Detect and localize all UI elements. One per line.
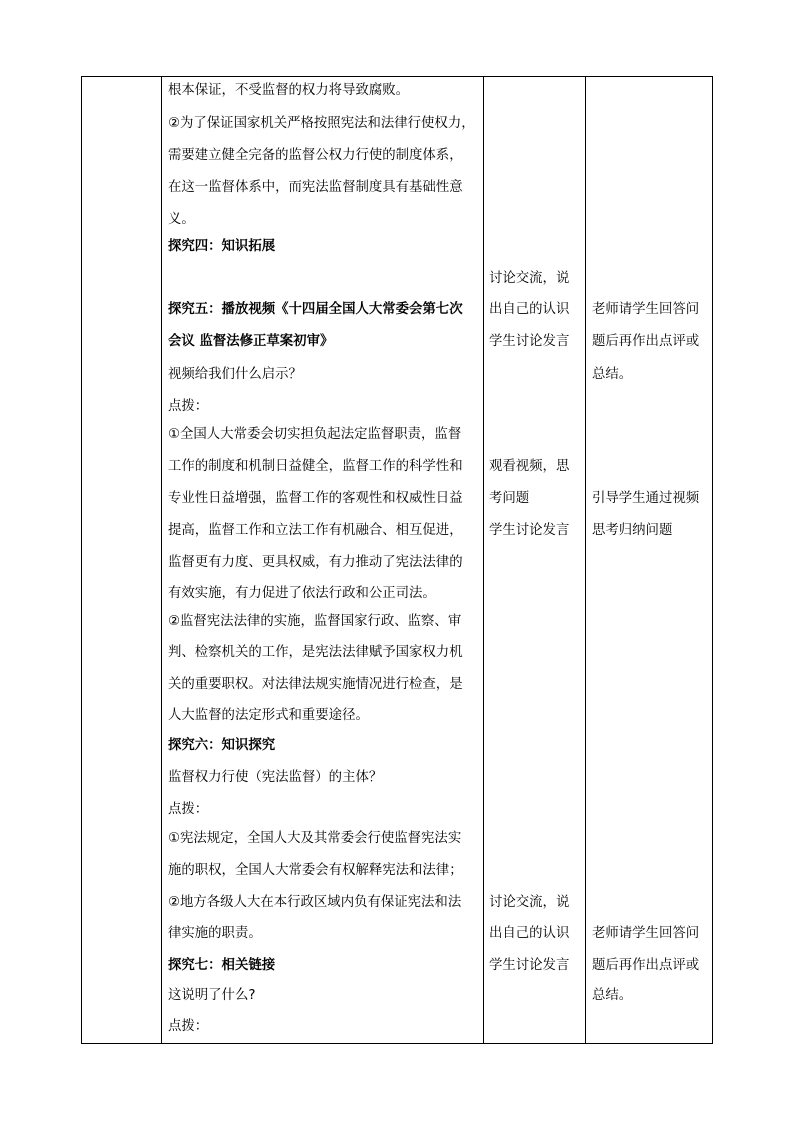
teacher-activity-line: 老师请学生回答问 [592,302,700,317]
section-heading: 探究六：知识探究 [168,738,276,753]
student-activity-line: 出自己的认识 [489,926,570,941]
teacher-activity-line: 引导学生通过视频 [592,491,700,506]
content-line: 人大监督的法定形式和重要途径。 [168,708,369,723]
column-divider-1 [161,76,162,1044]
student-activity-line: 讨论交流，说 [489,271,570,286]
table-top-border [81,76,713,77]
content-line: ①宪法规定，全国人大及其常委会行使监督宪法实 [168,831,462,846]
content-line: 点拨： [168,1019,209,1034]
content-line: ②监督宪法法律的实施，监督国家行政、监察、审 [168,614,462,629]
teacher-activity-line: 思考归纳问题 [592,523,673,538]
content-line: 判、检察机关的工作，是宪法法律赋予国家权力机 [168,645,463,660]
content-line: 施的职权，全国人大常委会有权解释宪法和法律； [168,863,463,878]
content-line: 需要建立健全完备的监督公权力行使的制度体系， [168,148,463,163]
table-bottom-border [81,1043,713,1044]
section-heading: 探究七：相关链接 [168,958,276,973]
content-line: 这说明了什么? [168,988,256,1003]
student-activity-line: 讨论交流，说 [489,895,570,910]
content-line: 专业性日益增强，监督工作的客观性和权威性日益 [168,491,463,506]
table-right-border [712,76,713,1044]
column-divider-3 [585,76,586,1044]
content-line: 义。 [168,212,195,227]
content-line: 有效实施，有力促进了依法行政和公正司法。 [168,586,436,601]
teacher-activity-line: 总结。 [592,367,633,382]
section-heading: 探究五：播放视频《十四届全国人大常委会第七次 [168,302,463,317]
content-line: 工作的制度和机制日益健全，监督工作的科学性和 [168,459,463,474]
student-activity-line: 学生讨论发言 [489,523,570,538]
content-line: 监督权力行使（宪法监督）的主体？ [168,770,383,785]
content-line: ①全国人大常委会切实担负起法定监督职责，监督 [168,427,462,442]
content-line: ②地方各级人大在本行政区域内负有保证宪法和法 [168,895,462,910]
content-line: 律实施的职责。 [168,926,262,941]
content-line: 点拨： [168,802,209,817]
content-line: ②为了保证国家机关严格按照宪法和法律行使权力， [168,116,475,131]
section-heading: 会议 监督法修正草案初审》 [168,334,334,349]
content-line: 在这一监督体系中，而宪法监督制度具有基础性意 [168,180,463,195]
content-line: 监督更有力度、更具权威，有力推动了宪法法律的 [168,555,463,570]
table-left-border [81,76,82,1044]
content-line: 关的重要职权。对法律法规实施情况进行检查，是 [168,677,463,692]
content-line: 提高，监督工作和立法工作有机融合、相互促进， [168,523,463,538]
content-line: 点拨： [168,399,209,414]
content-line: 根本保证，不受监督的权力将导致腐败。 [168,83,410,98]
column-divider-2 [483,76,484,1044]
teacher-activity-line: 题后再作出点评或 [592,958,700,973]
student-activity-line: 考问题 [489,491,530,506]
content-line: 视频给我们什么启示？ [168,367,302,382]
student-activity-line: 观看视频，思 [489,459,570,474]
student-activity-line: 学生讨论发言 [489,334,570,349]
teacher-activity-line: 题后再作出点评或 [592,334,700,349]
teacher-activity-line: 老师请学生回答问 [592,926,700,941]
student-activity-line: 学生讨论发言 [489,958,570,973]
teacher-activity-line: 总结。 [592,988,633,1003]
section-heading: 探究四：知识拓展 [168,239,276,254]
student-activity-line: 出自己的认识 [489,302,570,317]
